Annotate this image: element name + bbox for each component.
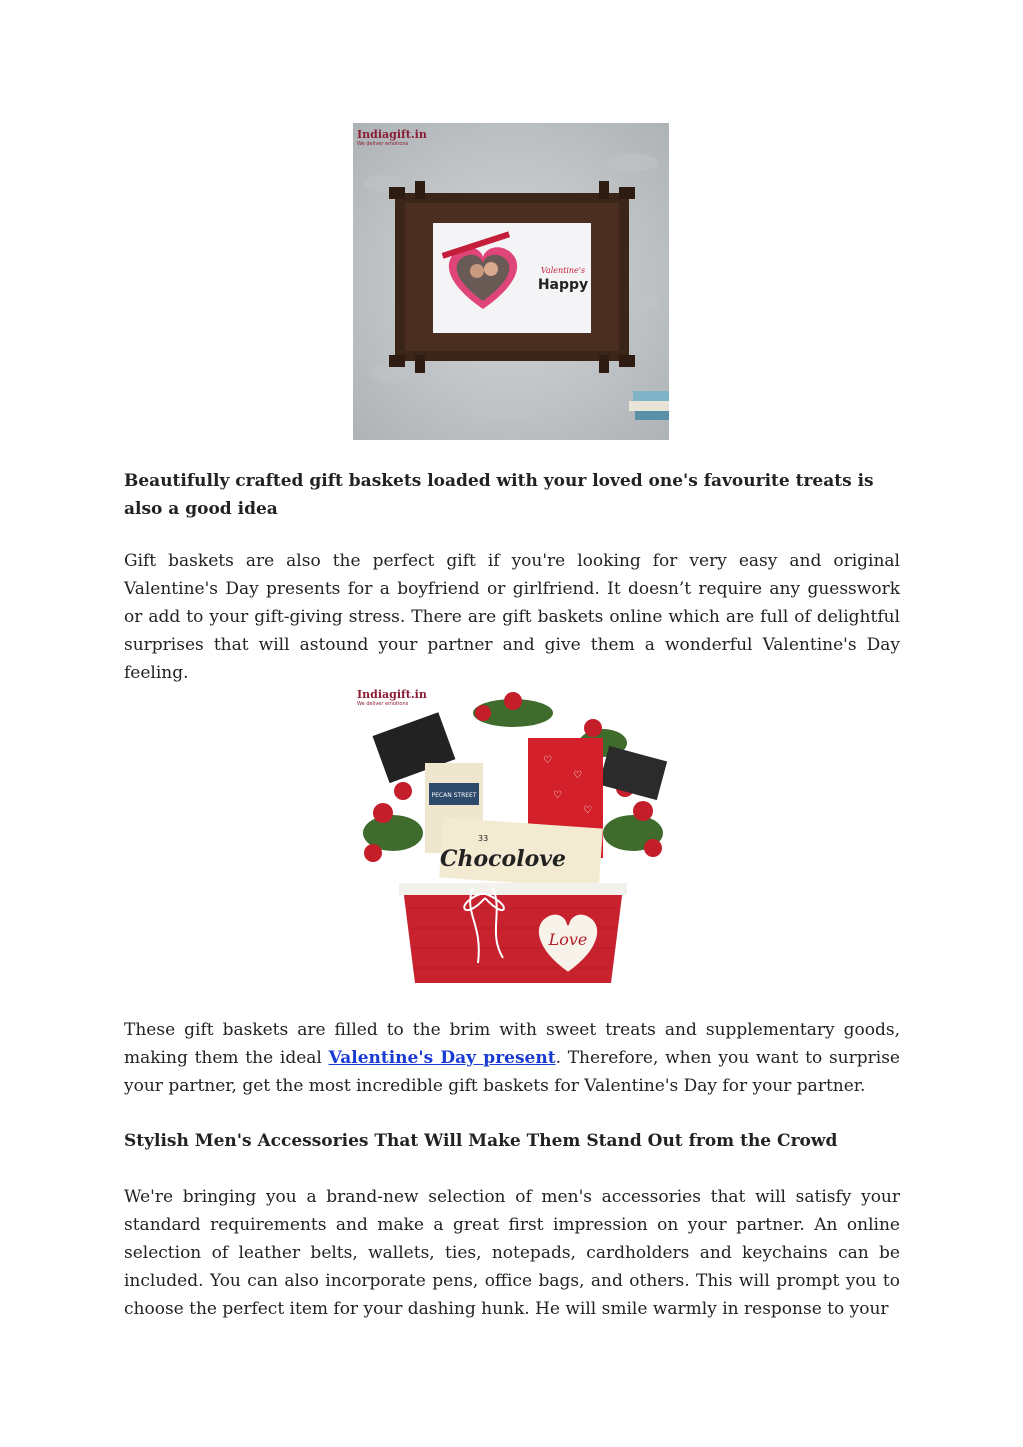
logo-tagline: We deliver emotions — [357, 141, 409, 147]
paragraph-gift-baskets: Gift baskets are also the perfect gift if you're looking for very easy and original Valentine's Day presents for a boyfriend or girlfriend. It doesn’t require any guesswork or add to your gift-giving stress. There are gift baskets online which are full of delightful surprises that will astound your partner and give them a wonderful Valentine's Day feeling. — [124, 551, 900, 683]
svg-text:♡: ♡ — [553, 790, 562, 801]
bar-number: 33 — [478, 834, 489, 843]
logo-brand: Indiagift.in — [357, 128, 427, 141]
wooden-frame — [389, 181, 635, 373]
photo-frame-image — [353, 123, 669, 440]
box-label: PECAN STREET — [431, 792, 477, 799]
svg-text:♡: ♡ — [543, 755, 552, 766]
paragraph-text-before-link: These gift baskets are filled to the brim with sweet treats and supplementary goods, making them the ideal — [124, 1020, 900, 1068]
frame-caption-main: Happy — [537, 277, 589, 293]
valentines-day-present-link[interactable]: Valentine's Day present — [328, 1048, 556, 1068]
section-heading-mens-accessories: Stylish Men's Accessories That Will Make Them Stand Out from the Crowd — [124, 1131, 838, 1151]
gift-basket-image — [353, 683, 669, 990]
paragraph-valentine-present — [124, 1016, 900, 1100]
logo-tagline: We deliver emotions — [357, 701, 409, 707]
love-tag-text: Love — [548, 930, 588, 949]
bar-label: Chocolove — [439, 846, 567, 872]
paragraph-mens-accessories: We're bringing you a brand-new selection of men's accessories that will satisfy your standard requirements and make a great first impression on your partner. An online selection of leather belts, wallets, ties, notepads, cardholders and keychains can be included. You can also incorporate pens, office bags, and others. This will prompt you to choose the perfect item for your dashing hunk. He will smile warmly in response to your — [124, 1187, 900, 1319]
photo-frame-illustration — [353, 123, 669, 440]
indiagift-logo — [357, 689, 427, 721]
svg-text:♡: ♡ — [583, 805, 592, 816]
indiagift-logo — [357, 129, 427, 161]
paragraph-text-after-link: . Therefore, when you want to surprise your partner, get the most incredible gift baskets for Valentine's Day for your partner. — [124, 1048, 900, 1096]
section-heading-gift-baskets: Beautifully crafted gift baskets loaded with your loved one's favourite treats is also a good idea — [124, 471, 874, 519]
frame-caption-script: Valentine's — [540, 266, 586, 275]
logo-brand: Indiagift.in — [357, 688, 427, 701]
gift-basket-illustration — [353, 683, 669, 990]
svg-text:♡: ♡ — [573, 770, 582, 781]
